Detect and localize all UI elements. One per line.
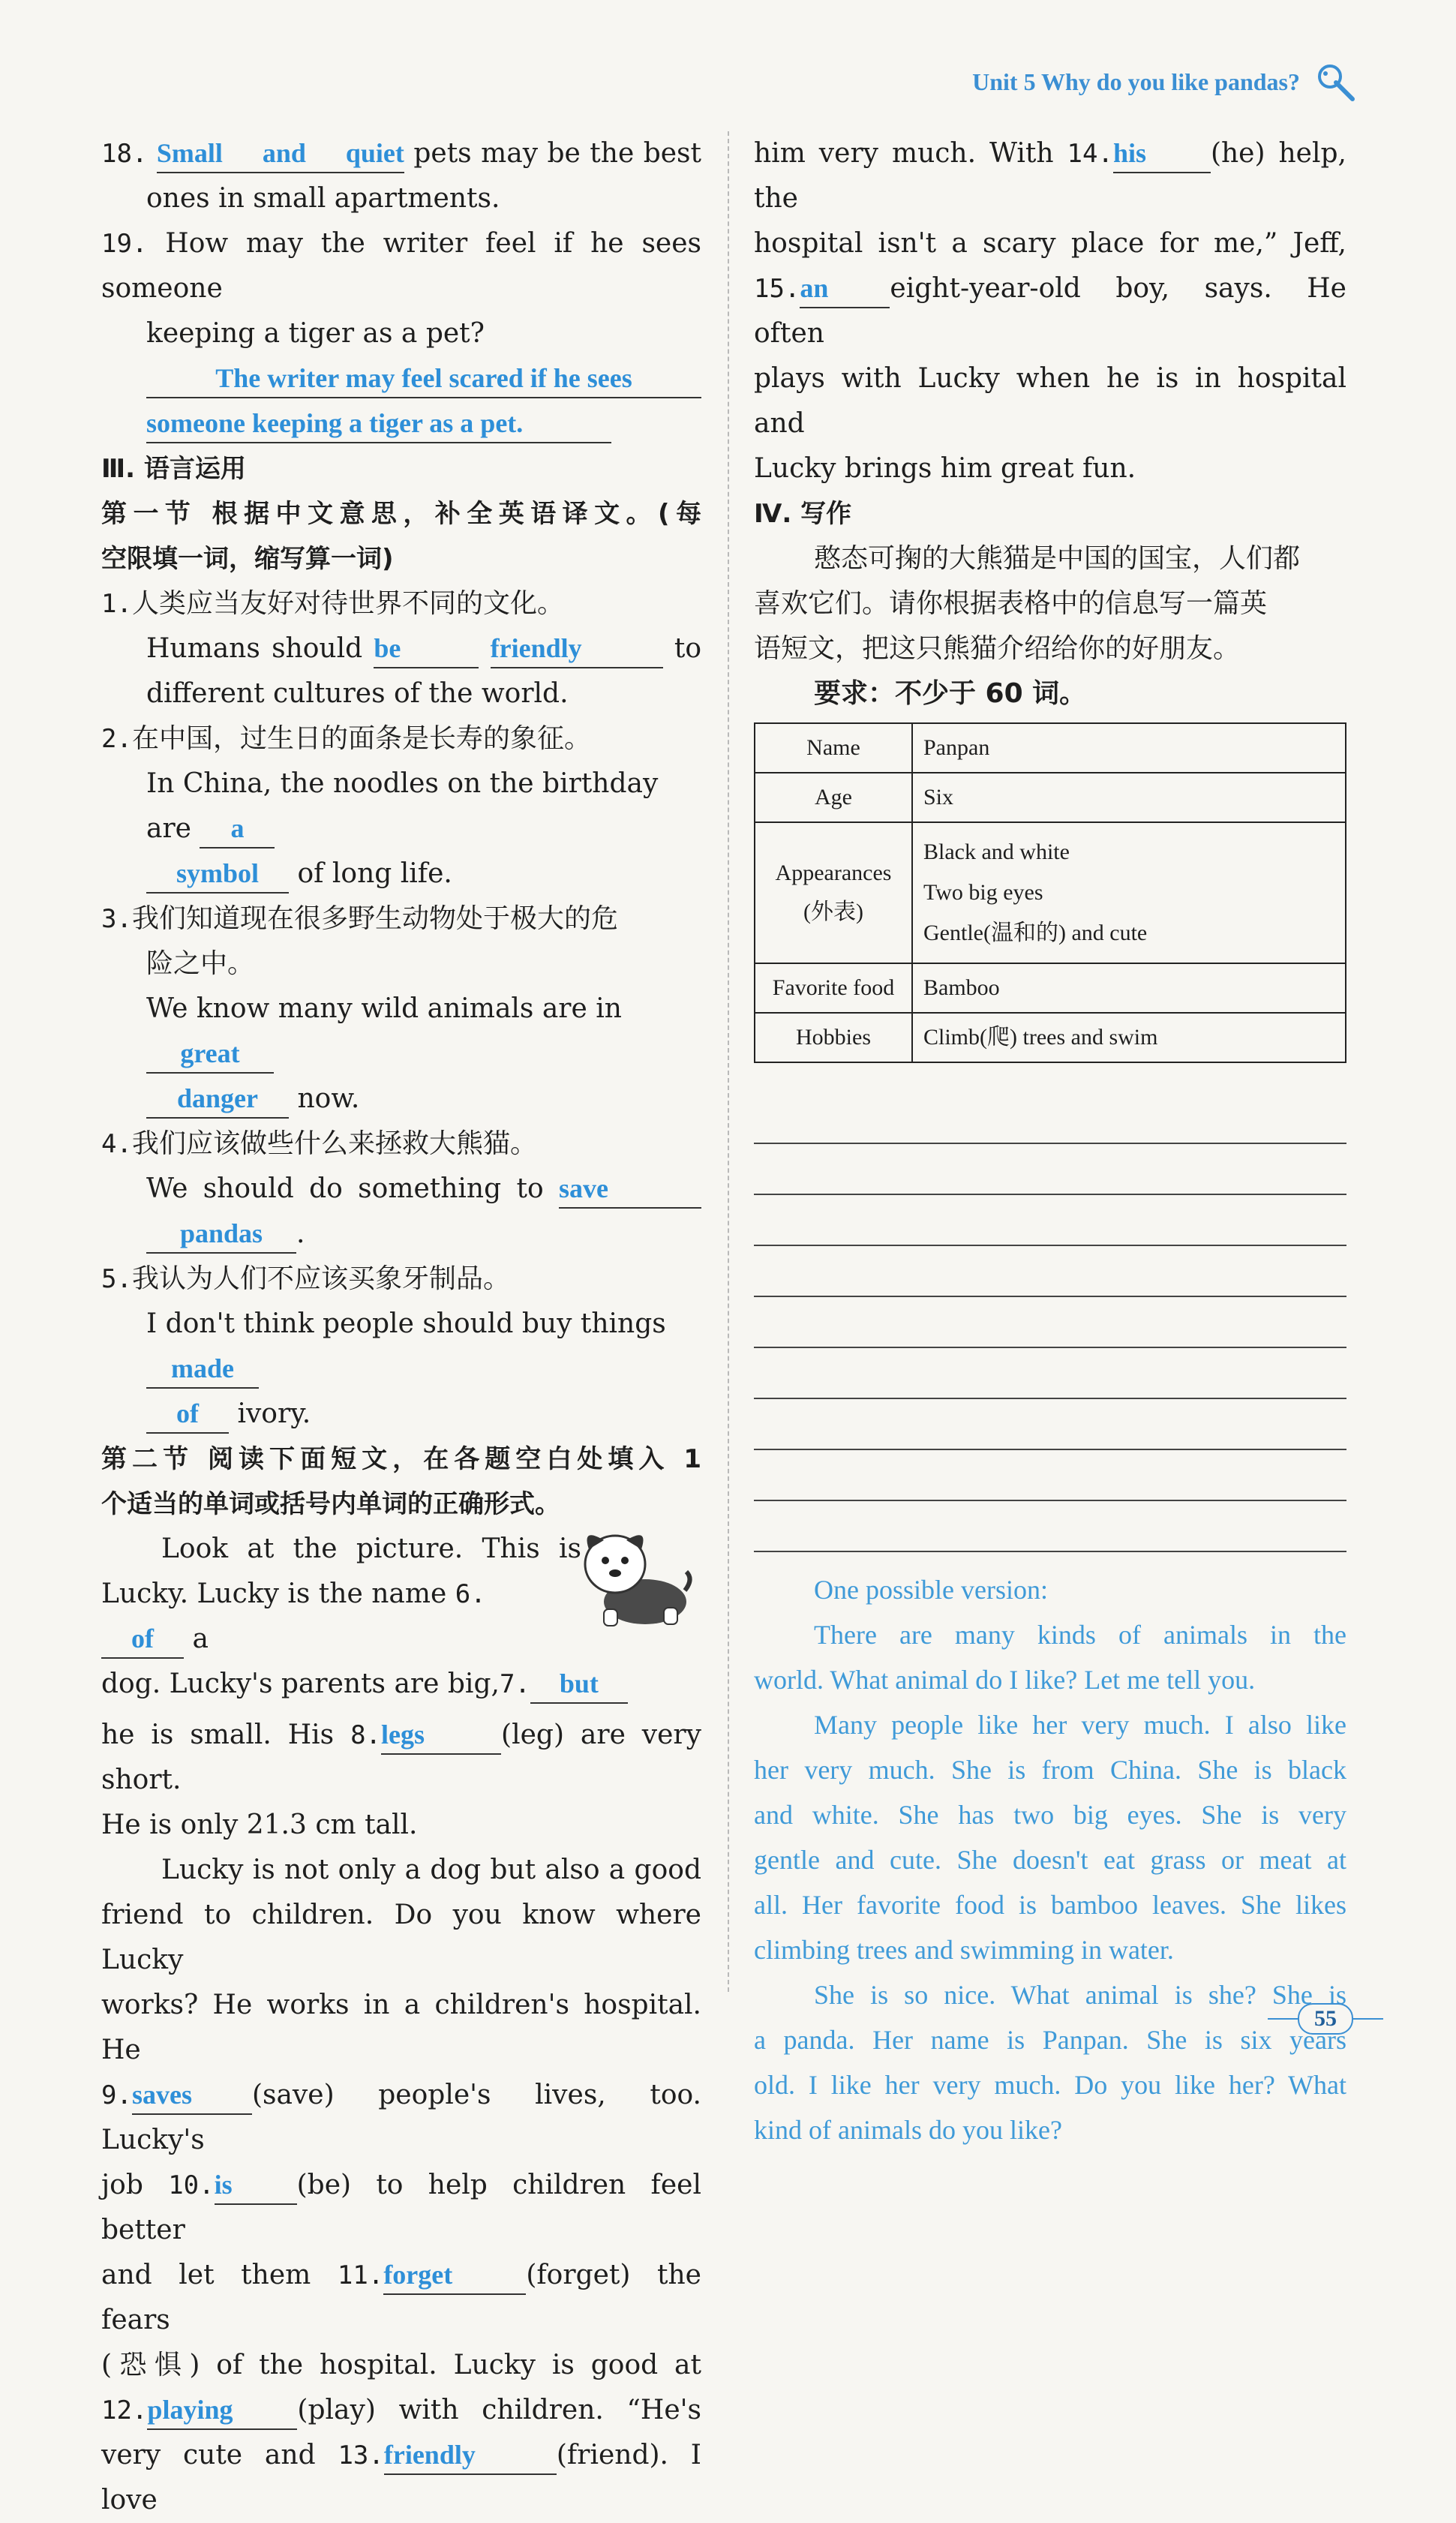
passage-line: him very much. With 14.his (he) help, the <box>754 131 1346 221</box>
unit-title: Unit 5 Why do you like pandas? <box>972 68 1300 95</box>
answer-7: but <box>530 1665 628 1704</box>
answer-10: is <box>215 2166 297 2205</box>
part-1-instructions: 第一节 根据中文意思，补全英语译文。(每 <box>101 499 701 529</box>
writing-prompt-2: 喜欢它们。请你根据表格中的信息写一篇英 <box>754 588 1268 619</box>
writing-requirement: 要求：不少于 60 词。 <box>814 678 1087 709</box>
q19-line <box>101 221 701 311</box>
item-1-en: Humans should be friendly to <box>101 626 701 671</box>
answer-19-a: The writer may feel scared if he sees <box>146 359 701 398</box>
answer-9: saves <box>132 2076 252 2115</box>
passage-line: He is only 21.3 cm tall. <box>101 1810 418 1840</box>
passage-line: hospital isn't a scary place for me,” Jeff, <box>754 228 1346 259</box>
answer-4a: save <box>559 1170 701 1209</box>
item-3-en: We know many wild animals are in great <box>101 987 701 1077</box>
item-2-zh: 2.在中国，过生日的面条是长寿的象征。 <box>101 723 591 754</box>
sample-essay: One possible version: There are many kinds of animals in the world. What animal do I like? Let me tell you. Many people like her very much. I also like her very much. She is from China. She is black and white. She has two big eyes. She is very gentle and cute. She doesn't eat grass or meat at all. Her favorite food is bamboo leaves. She likes climbing trees and swimming in water. She is so nice. What animal is she? She is a panda. Her name is Panpan. She is six years old. I like her very much. Do you like her? What kind of animals do you like? <box>754 1575 1346 2145</box>
answer-19-line2 <box>101 401 701 446</box>
passage-line: very cute and 13.friendly (friend). I love <box>101 2433 701 2523</box>
item-3-zh-2: 险之中。 <box>146 948 255 979</box>
passage-line: works? He works in a children's hospital. He <box>101 1990 701 2065</box>
answer-19-line1 <box>101 356 701 401</box>
page-number: 55 <box>1268 2003 1383 2035</box>
passage-line: 15.an eight-year-old boy, says. He often <box>754 266 1346 356</box>
section-4-title: Ⅳ. 写作 <box>754 499 852 529</box>
item-3-zh: 3.我们知道现在很多野生动物处于极大的危 <box>101 903 618 934</box>
answer-3a: great <box>146 1035 274 1074</box>
writing-prompt: 憨态可掬的大熊猫是中国的国宝，人们都 <box>814 543 1301 574</box>
table-row: Name Panpan <box>755 723 1346 773</box>
table-row: Age Six <box>755 773 1346 822</box>
passage-line: plays with Lucky when he is in hospital and <box>754 363 1346 439</box>
q19-number: 19. <box>101 229 148 259</box>
answer-2b: symbol <box>146 855 289 894</box>
table-row: Hobbies Climb(爬) trees and swim <box>755 1013 1346 1062</box>
answer-15: an <box>800 269 890 308</box>
item-4-en: We should do something to save <box>101 1167 701 1212</box>
item-5-en-2: of ivory. <box>101 1392 701 1437</box>
answer-3b: danger <box>146 1080 289 1119</box>
q19-question-2: keeping a tiger as a pet? <box>146 318 485 349</box>
dog-illustration <box>574 1519 694 1632</box>
column-divider <box>728 131 729 1992</box>
item-2-en-2: symbol of long life. <box>101 852 701 897</box>
passage-line: Lucky. Lucky is the name 6.of a <box>101 1572 559 1662</box>
item-1-en-2: different cultures of the world. <box>146 678 569 709</box>
part-2-instructions: 第二节 阅读下面短文，在各题空白处填入 1 <box>101 1444 701 1474</box>
answer-18: Small and quiet <box>157 134 404 173</box>
passage-line: 12.playing (play) with children. “He's <box>101 2388 701 2433</box>
answer-2a: a <box>200 809 275 849</box>
table-row: Appearances (外表) Black and white Two big eyes Gentle(温和的) and cute <box>755 822 1346 963</box>
item-4-zh: 4.我们应该做些什么来拯救大熊猫。 <box>101 1128 537 1159</box>
answer-1b: friendly <box>491 629 663 668</box>
passage-line: he is small. His 8.legs (leg) are very short. <box>101 1713 701 1803</box>
answer-1a: be <box>374 629 479 668</box>
reading-passage <box>101 1527 701 2523</box>
answer-5b: of <box>146 1395 229 1434</box>
item-2-en: In China, the noodles on the birthday are a <box>101 761 701 852</box>
passage-line: Lucky brings him great fun. <box>754 453 1136 484</box>
item-4-en-2: pandas . <box>101 1212 701 1257</box>
passage-line: dog. Lucky's parents are big,7. but <box>101 1662 701 1707</box>
answer-6: of <box>101 1620 184 1659</box>
part-1-instructions-2: 空限填一词，缩写算一词) <box>101 544 394 574</box>
answer-11: forget <box>383 2256 526 2295</box>
q19-question: How may the writer feel if he sees someone <box>101 228 701 304</box>
passage-line: (恐惧) of the hospital. Lucky is good at <box>101 2350 701 2380</box>
item-1-zh: 1.人类应当友好对待世界不同的文化。 <box>101 588 564 619</box>
q18-line <box>101 131 701 176</box>
passage-line: 9.saves (save) people's lives, too. Lucky's <box>101 2073 701 2163</box>
q18-text: pets may be the best <box>413 138 702 169</box>
answer-13: friendly <box>384 2436 557 2475</box>
passage-line: and let them 11.forget (forget) the fears <box>101 2253 701 2343</box>
q18-text-2: ones in small apartments. <box>146 183 500 214</box>
answer-14: his <box>1113 134 1211 173</box>
q18-number: 18. <box>101 139 148 169</box>
page-header <box>972 60 1358 104</box>
item-5-zh: 5.我认为人们不应该买象牙制品。 <box>101 1263 510 1294</box>
panda-info-table <box>754 722 1346 1063</box>
answer-19-b: someone keeping a tiger as a pet. <box>146 404 611 443</box>
answer-5a: made <box>146 1350 259 1389</box>
part-2-instructions-2: 个适当的单词或括号内单词的正确形式。 <box>101 1489 560 1519</box>
passage-line: friend to children. Do you know where Lucky <box>101 1900 701 1975</box>
section-3-title: Ⅲ. 语言运用 <box>101 454 246 484</box>
table-row: Favorite food Bamboo <box>755 963 1346 1013</box>
passage-line: Lucky is not only a dog but also a good <box>161 1855 701 1885</box>
answer-4b: pandas <box>146 1215 296 1254</box>
answer-8: legs <box>381 1716 501 1755</box>
item-5-en: I don't think people should buy things made <box>101 1302 701 1392</box>
writing-prompt-3: 语短文，把这只熊猫介绍给你的好朋友。 <box>754 633 1241 664</box>
item-3-en-2: danger now. <box>101 1077 701 1122</box>
answer-12: playing <box>147 2391 297 2430</box>
pencil-logo-icon <box>1313 60 1358 104</box>
writing-lines[interactable] <box>754 1093 1346 1552</box>
right-column <box>754 131 1346 2152</box>
left-column <box>101 131 701 2523</box>
passage-line: job 10.is (be) to help children feel better <box>101 2163 701 2253</box>
passage-line: Look at the picture. This is <box>161 1533 581 1564</box>
